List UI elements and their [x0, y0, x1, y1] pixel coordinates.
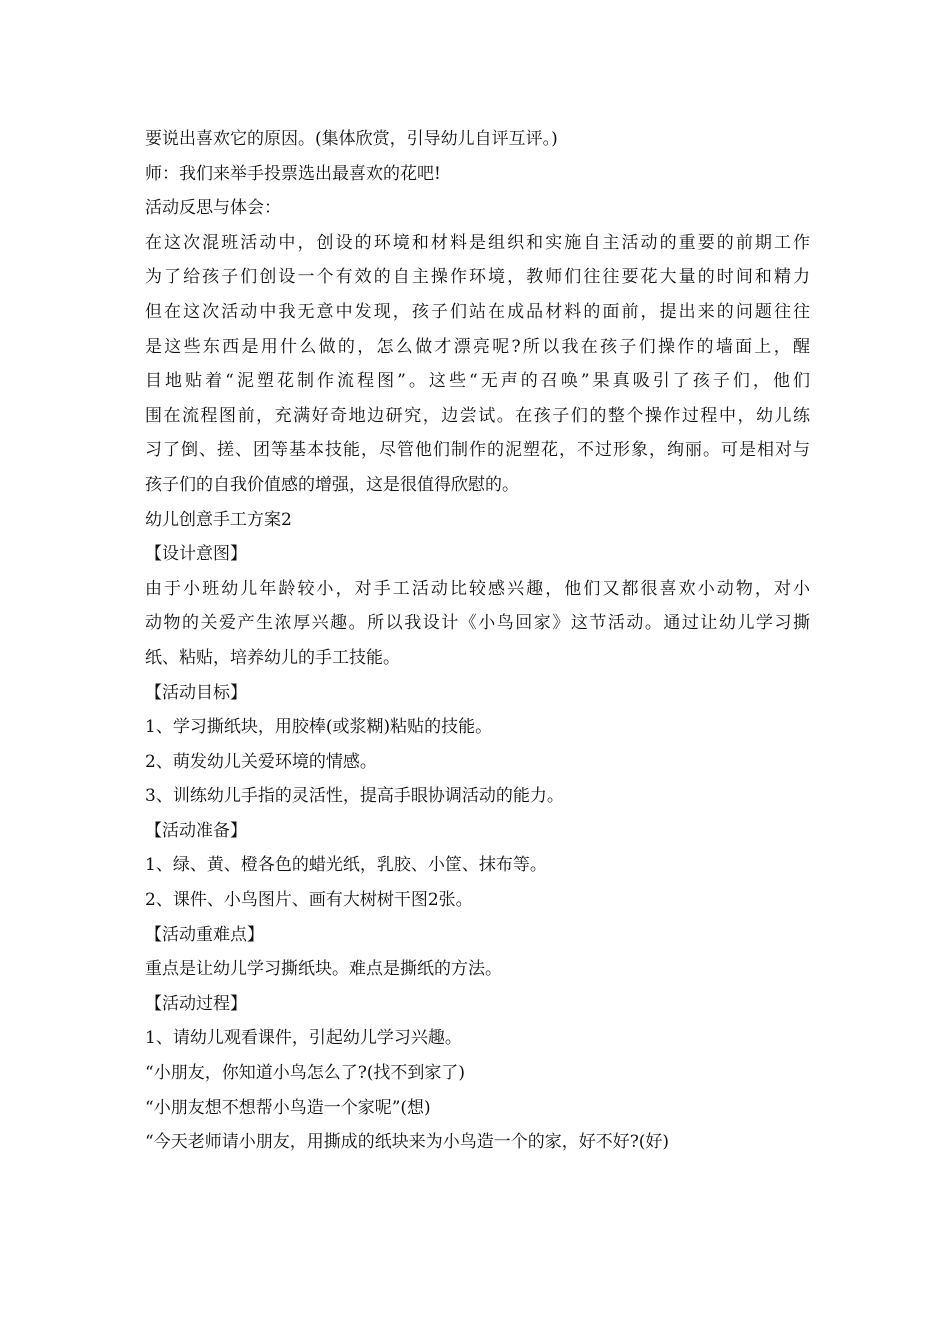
text-line: 是这些东西是用什么做的，怎么做才漂亮呢?所以我在孩子们操作的墙面上，醒 [145, 336, 810, 357]
text-line: 为了给孩子们创设一个有效的自主操作环境，教师们往往要花大量的时间和精力 [145, 267, 810, 288]
text-line: “小朋友，你知道小鸟怎么了?(找不到家了) [145, 1063, 466, 1084]
text-line: 在这次混班活动中，创设的环境和材料是组织和实施自主活动的重要的前期工作 [145, 232, 810, 253]
text-line: 1、请幼儿观看课件，引起幼儿学习兴趣。 [145, 1028, 462, 1049]
text-line: 【活动目标】 [145, 682, 247, 703]
text-line: 重点是让幼儿学习撕纸块。难点是撕纸的方法。 [145, 959, 502, 980]
text-line: 但在这次活动中我无意中发现，孩子们站在成品材料的面前，提出来的问题往往 [145, 301, 810, 322]
text-line: 2、课件、小鸟图片、画有大树树干图2张。 [145, 890, 473, 911]
text-line: 【活动过程】 [145, 993, 247, 1014]
text-line: 【设计意图】 [145, 544, 247, 565]
text-line: “小朋友想不想帮小鸟造一个家呢”(想) [145, 1097, 431, 1118]
text-line: 目地贴着“泥塑花制作流程图”。这些“无声的召唤”果真吸引了孩子们，他们 [145, 371, 810, 392]
text-line: 3、训练幼儿手指的灵活性，提高手眼协调活动的能力。 [145, 786, 564, 807]
text-line: 要说出喜欢它的原因。(集体欣赏，引导幼儿自评互评。) [145, 129, 558, 149]
text-line: 1、学习撕纸块，用胶棒(或浆糊)粘贴的技能。 [145, 717, 493, 738]
text-line: 动物的关爱产生浓厚兴趣。所以我设计《小鸟回家》这节活动。通过让幼儿学习撕 [145, 613, 810, 634]
text-line: 【活动准备】 [145, 820, 247, 841]
document-body [145, 122, 810, 1160]
text-line: 由于小班幼儿年龄较小，对手工活动比较感兴趣，他们又都很喜欢小动物，对小 [145, 578, 810, 599]
text-line: 【活动重难点】 [145, 924, 264, 945]
text-line: “今天老师请小朋友，用撕成的纸块来为小鸟造一个的家，好不好?(好) [145, 1132, 670, 1153]
text-line: 2、萌发幼儿关爱环境的情感。 [145, 751, 377, 772]
text-line: 1、绿、黄、橙各色的蜡光纸，乳胶、小筐、抹布等。 [145, 855, 547, 876]
text-line: 孩子们的自我价值感的增强，这是很值得欣慰的。 [145, 474, 519, 495]
text-line: 幼儿创意手工方案2 [145, 509, 292, 530]
text-line: 活动反思与体会： [145, 198, 281, 219]
text-line: 纸、粘贴，培养幼儿的手工技能。 [145, 647, 400, 668]
text-line: 师：我们来举手投票选出最喜欢的花吧! [145, 163, 441, 184]
text-line: 习了倒、搓、团等基本技能，尽管他们制作的泥塑花，不过形象，绚丽。可是相对与 [145, 440, 810, 461]
text-line: 围在流程图前，充满好奇地边研究，边尝试。在孩子们的整个操作过程中，幼儿练 [145, 405, 810, 426]
